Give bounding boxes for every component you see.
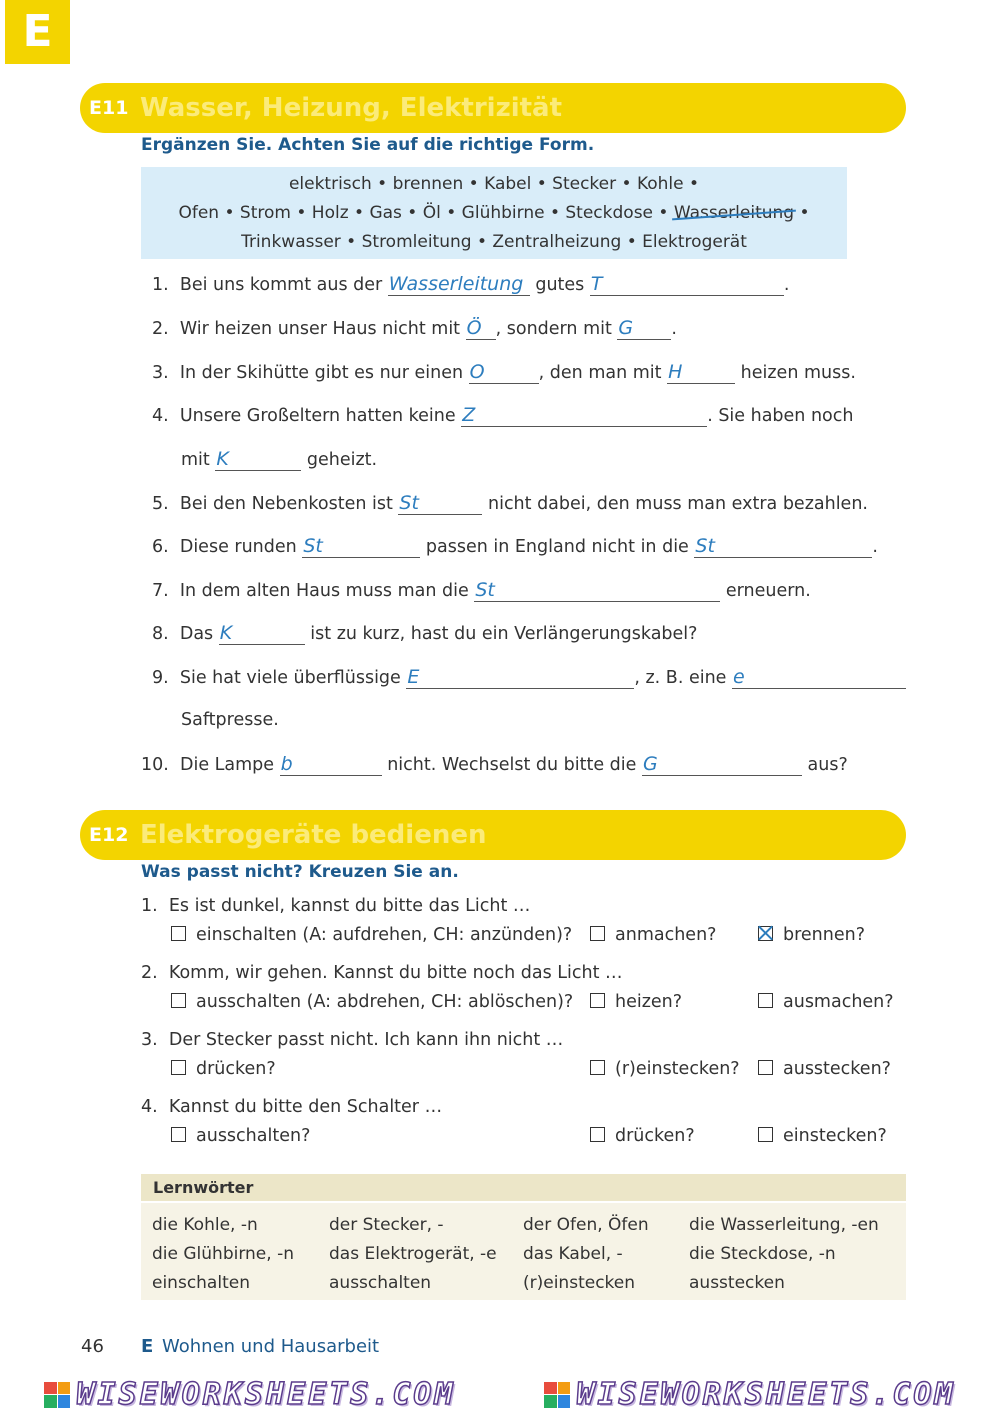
option[interactable]: [171, 1126, 310, 1146]
handwritten-answer: T: [590, 273, 603, 295]
exercise-item: [152, 535, 878, 558]
crossed-word-suffix: •: [794, 203, 810, 223]
vocab-word: einschalten: [152, 1273, 250, 1293]
watermark: [544, 1377, 955, 1412]
option-label: drücken?: [615, 1126, 695, 1146]
answer-blank[interactable]: [406, 666, 634, 689]
exercise-item: [152, 404, 853, 427]
item-text: . Sie haben noch: [707, 406, 854, 426]
item-number: 10.: [141, 755, 169, 775]
vocab-word: die Glühbirne, -n: [152, 1244, 294, 1264]
checkbox[interactable]: [590, 1127, 605, 1142]
handwritten-answer: St: [695, 535, 715, 557]
lernwoerter-column: [152, 1211, 294, 1298]
answer-blank[interactable]: [694, 535, 872, 558]
section-e12-title: Elektrogeräte bedienen: [140, 820, 487, 850]
handwritten-answer: St: [475, 579, 495, 601]
item-text: Bei uns kommt aus der: [179, 275, 388, 295]
section-e11-instruction: Ergänzen Sie. Achten Sie auf die richtige Form.: [141, 135, 595, 155]
item-text: nicht dabei, den muss man extra bezahlen.: [482, 494, 868, 514]
option[interactable]: [590, 1059, 740, 1079]
option[interactable]: [171, 1059, 276, 1079]
option-label: ausmachen?: [783, 992, 894, 1012]
checkbox[interactable]: [590, 926, 605, 941]
option[interactable]: [590, 1126, 695, 1146]
option-label: einschalten (A: aufdrehen, CH: anzünden)?: [196, 925, 573, 945]
item-text: In dem alten Haus muss man die: [179, 581, 475, 601]
handwritten-answer: H: [668, 361, 683, 383]
answer-blank[interactable]: [469, 361, 539, 384]
watermark: [44, 1377, 455, 1412]
exercise-item: [152, 317, 677, 340]
item-number: 8.: [152, 624, 169, 644]
answer-blank[interactable]: [215, 448, 301, 471]
item-number: 2.: [152, 319, 169, 339]
question-number: 2.: [141, 963, 158, 983]
option[interactable]: [758, 992, 894, 1012]
vocab-word: die Steckdose, -n: [689, 1244, 836, 1264]
lernwoerter-heading-text: Lernwörter: [153, 1178, 254, 1197]
section-e12-banner: [80, 810, 906, 860]
page-number: 46: [81, 1336, 104, 1357]
handwritten-answer: b: [280, 753, 293, 775]
question-stem: Kannst du bitte den Schalter …: [168, 1097, 443, 1117]
answer-blank[interactable]: [219, 622, 305, 645]
watermark-text: WISEWORKSHEETS.COM: [76, 1377, 456, 1412]
handwritten-answer: St: [399, 492, 419, 514]
item-text: Das: [179, 624, 219, 644]
vocab-word: das Kabel, -: [523, 1244, 623, 1264]
option[interactable]: [590, 992, 682, 1012]
question-number: 4.: [141, 1097, 158, 1117]
handwritten-answer: K: [219, 622, 233, 644]
item-text: ist zu kurz, hast du ein Verlängerungskabel?: [304, 624, 698, 644]
lernwoerter-column: [329, 1211, 497, 1298]
exercise-item: [152, 666, 906, 689]
section-e11-banner: [80, 83, 906, 133]
handwritten-answer: e: [733, 666, 745, 688]
section-e12-code: E12: [89, 824, 129, 846]
vocab-word: die Wasserleitung, -en: [689, 1215, 879, 1235]
crossed-word: Wasserleitung: [674, 199, 794, 228]
option[interactable]: [171, 925, 572, 945]
handwritten-answer: Wasserleitung: [388, 273, 524, 295]
handwritten-answer: E: [407, 666, 420, 688]
exercise-item: [141, 753, 848, 776]
word-line-1: elektrisch • brennen • Kabel • Stecker • Kohle •: [288, 174, 700, 194]
vocab-word: der Stecker, -: [329, 1215, 444, 1235]
item-text: .: [671, 319, 677, 339]
checkbox-checked[interactable]: [758, 926, 773, 941]
item-number: 7.: [152, 581, 169, 601]
exercise-item: [152, 273, 789, 296]
item-text: , sondern mit: [495, 319, 618, 339]
item-number: 9.: [152, 668, 169, 688]
handwritten-answer: G: [618, 317, 634, 339]
watermark-strip: [0, 1376, 1000, 1413]
lernwoerter-column: [523, 1211, 649, 1298]
answer-blank[interactable]: [461, 404, 707, 427]
exercise-item: [152, 361, 856, 384]
question-text: [141, 963, 623, 983]
section-e11-title: Wasser, Heizung, Elektrizität: [140, 93, 563, 123]
answer-blank[interactable]: [474, 579, 720, 602]
option[interactable]: [758, 1126, 887, 1146]
option-label: ausstecken?: [783, 1059, 891, 1079]
exercise-item: [152, 492, 868, 515]
exercise-item: [152, 622, 697, 645]
question-text: [141, 1030, 563, 1050]
checkbox[interactable]: [758, 993, 773, 1008]
item-number: 6.: [152, 537, 169, 557]
handwritten-answer: K: [216, 448, 229, 470]
item-text: Sie hat viele überflüssige: [179, 668, 407, 688]
question-text: [141, 1097, 442, 1117]
lernwoerter-box: [141, 1203, 906, 1300]
handwritten-answer: Z: [462, 404, 476, 426]
item-text: In der Skihütte gibt es nur einen: [179, 363, 469, 383]
vocab-word: ausstecken: [689, 1273, 785, 1293]
question-number: 1.: [141, 896, 158, 916]
word-line-2: [141, 199, 847, 228]
handwritten-answer: St: [303, 535, 323, 557]
answer-blank[interactable]: [280, 753, 382, 776]
checkbox[interactable]: [171, 1127, 186, 1142]
item-text: Saftpresse.: [181, 710, 279, 730]
lernwoerter-column: [689, 1211, 879, 1298]
answer-blank[interactable]: [388, 273, 530, 296]
item-text: gutes: [529, 275, 590, 295]
answer-blank[interactable]: [732, 666, 906, 689]
question-stem: Der Stecker passt nicht. Ich kann ihn nicht …: [168, 1030, 564, 1050]
option-label: brennen?: [783, 925, 866, 945]
item-text: Unsere Großeltern hatten keine: [179, 406, 462, 426]
item-number: 1.: [152, 275, 169, 295]
section-e12-instruction: Was passt nicht? Kreuzen Sie an.: [141, 862, 459, 882]
word-line-2-text: Ofen • Strom • Holz • Gas • Öl • Glühbirne • Steckdose •: [178, 203, 669, 223]
chapter-tab: E: [5, 0, 70, 64]
item-text: Die Lampe: [179, 755, 280, 775]
item-text: Bei den Nebenkosten ist: [179, 494, 399, 514]
item-text: heizen muss.: [735, 363, 856, 383]
option-label: anmachen?: [615, 925, 717, 945]
checkbox[interactable]: [758, 1060, 773, 1075]
checkbox[interactable]: [590, 1060, 605, 1075]
item-text: aus?: [801, 755, 848, 775]
checkbox[interactable]: [590, 993, 605, 1008]
item-text: , den man mit: [538, 363, 668, 383]
checkbox[interactable]: [171, 926, 186, 941]
answer-blank[interactable]: [466, 317, 496, 340]
question-text: [141, 896, 530, 916]
option-label: heizen?: [615, 992, 683, 1012]
item-text: Diese runden: [179, 537, 303, 557]
exercise-item-continuation: [181, 710, 279, 730]
chapter-letter: E: [141, 1336, 154, 1357]
answer-blank[interactable]: [667, 361, 735, 384]
option-label: ausschalten (A: abdrehen, CH: ablöschen)?: [196, 992, 574, 1012]
vocab-word: das Elektrogerät, -e: [329, 1244, 497, 1264]
option-label: (r)einstecken?: [615, 1059, 740, 1079]
vocab-word: der Ofen, Öfen: [523, 1215, 649, 1235]
option[interactable]: [590, 925, 716, 945]
option-label: ausschalten?: [196, 1126, 311, 1146]
watermark-logo-icon: [44, 1382, 70, 1408]
watermark-text: WISEWORKSHEETS.COM: [576, 1377, 956, 1412]
option[interactable]: [758, 925, 865, 945]
checkbox[interactable]: [171, 993, 186, 1008]
item-text: , z. B. eine: [634, 668, 732, 688]
item-text: .: [783, 275, 790, 295]
section-e11-code: E11: [89, 97, 129, 119]
question-stem: Es ist dunkel, kannst du bitte das Licht …: [168, 896, 531, 916]
vocab-word: die Kohle, -n: [152, 1215, 258, 1235]
item-number: 4.: [152, 406, 169, 426]
checkbox[interactable]: [171, 1060, 186, 1075]
exercise-item-continuation: [181, 448, 377, 471]
watermark-logo-icon: [544, 1382, 570, 1408]
answer-blank[interactable]: [617, 317, 671, 340]
chapter-title: Wohnen und Hausarbeit: [162, 1336, 380, 1357]
answer-blank[interactable]: [590, 273, 784, 296]
checkbox[interactable]: [758, 1127, 773, 1142]
item-text: mit: [181, 450, 216, 470]
item-text: passen in England nicht in die: [420, 537, 695, 557]
item-text: geheizt.: [301, 450, 378, 470]
option[interactable]: [171, 992, 573, 1012]
word-box: [141, 167, 847, 259]
handwritten-answer: Ö: [466, 317, 482, 339]
question-number: 3.: [141, 1030, 158, 1050]
item-text: nicht. Wechselst du bitte die: [381, 755, 642, 775]
item-text: Wir heizen unser Haus nicht mit: [179, 319, 466, 339]
option-label: drücken?: [196, 1059, 276, 1079]
item-text: erneuern.: [720, 581, 811, 601]
item-number: 3.: [152, 363, 169, 383]
vocab-word: (r)einstecken: [523, 1273, 636, 1293]
answer-blank[interactable]: [398, 492, 482, 515]
item-number: 5.: [152, 494, 169, 514]
handwritten-answer: O: [469, 361, 485, 383]
option-label: einstecken?: [783, 1126, 887, 1146]
answer-blank[interactable]: [642, 753, 802, 776]
answer-blank[interactable]: [302, 535, 420, 558]
vocab-word: ausschalten: [329, 1273, 432, 1293]
word-line-3: Trinkwasser • Stromleitung • Zentralheizung • Elektrogerät: [241, 232, 747, 252]
question-stem: Komm, wir gehen. Kannst du bitte noch das Licht …: [168, 963, 623, 983]
lernwoerter-heading: [141, 1174, 906, 1201]
handwritten-answer: G: [642, 753, 658, 775]
option[interactable]: [758, 1059, 891, 1079]
exercise-item: [152, 579, 811, 602]
item-text: .: [872, 537, 878, 557]
